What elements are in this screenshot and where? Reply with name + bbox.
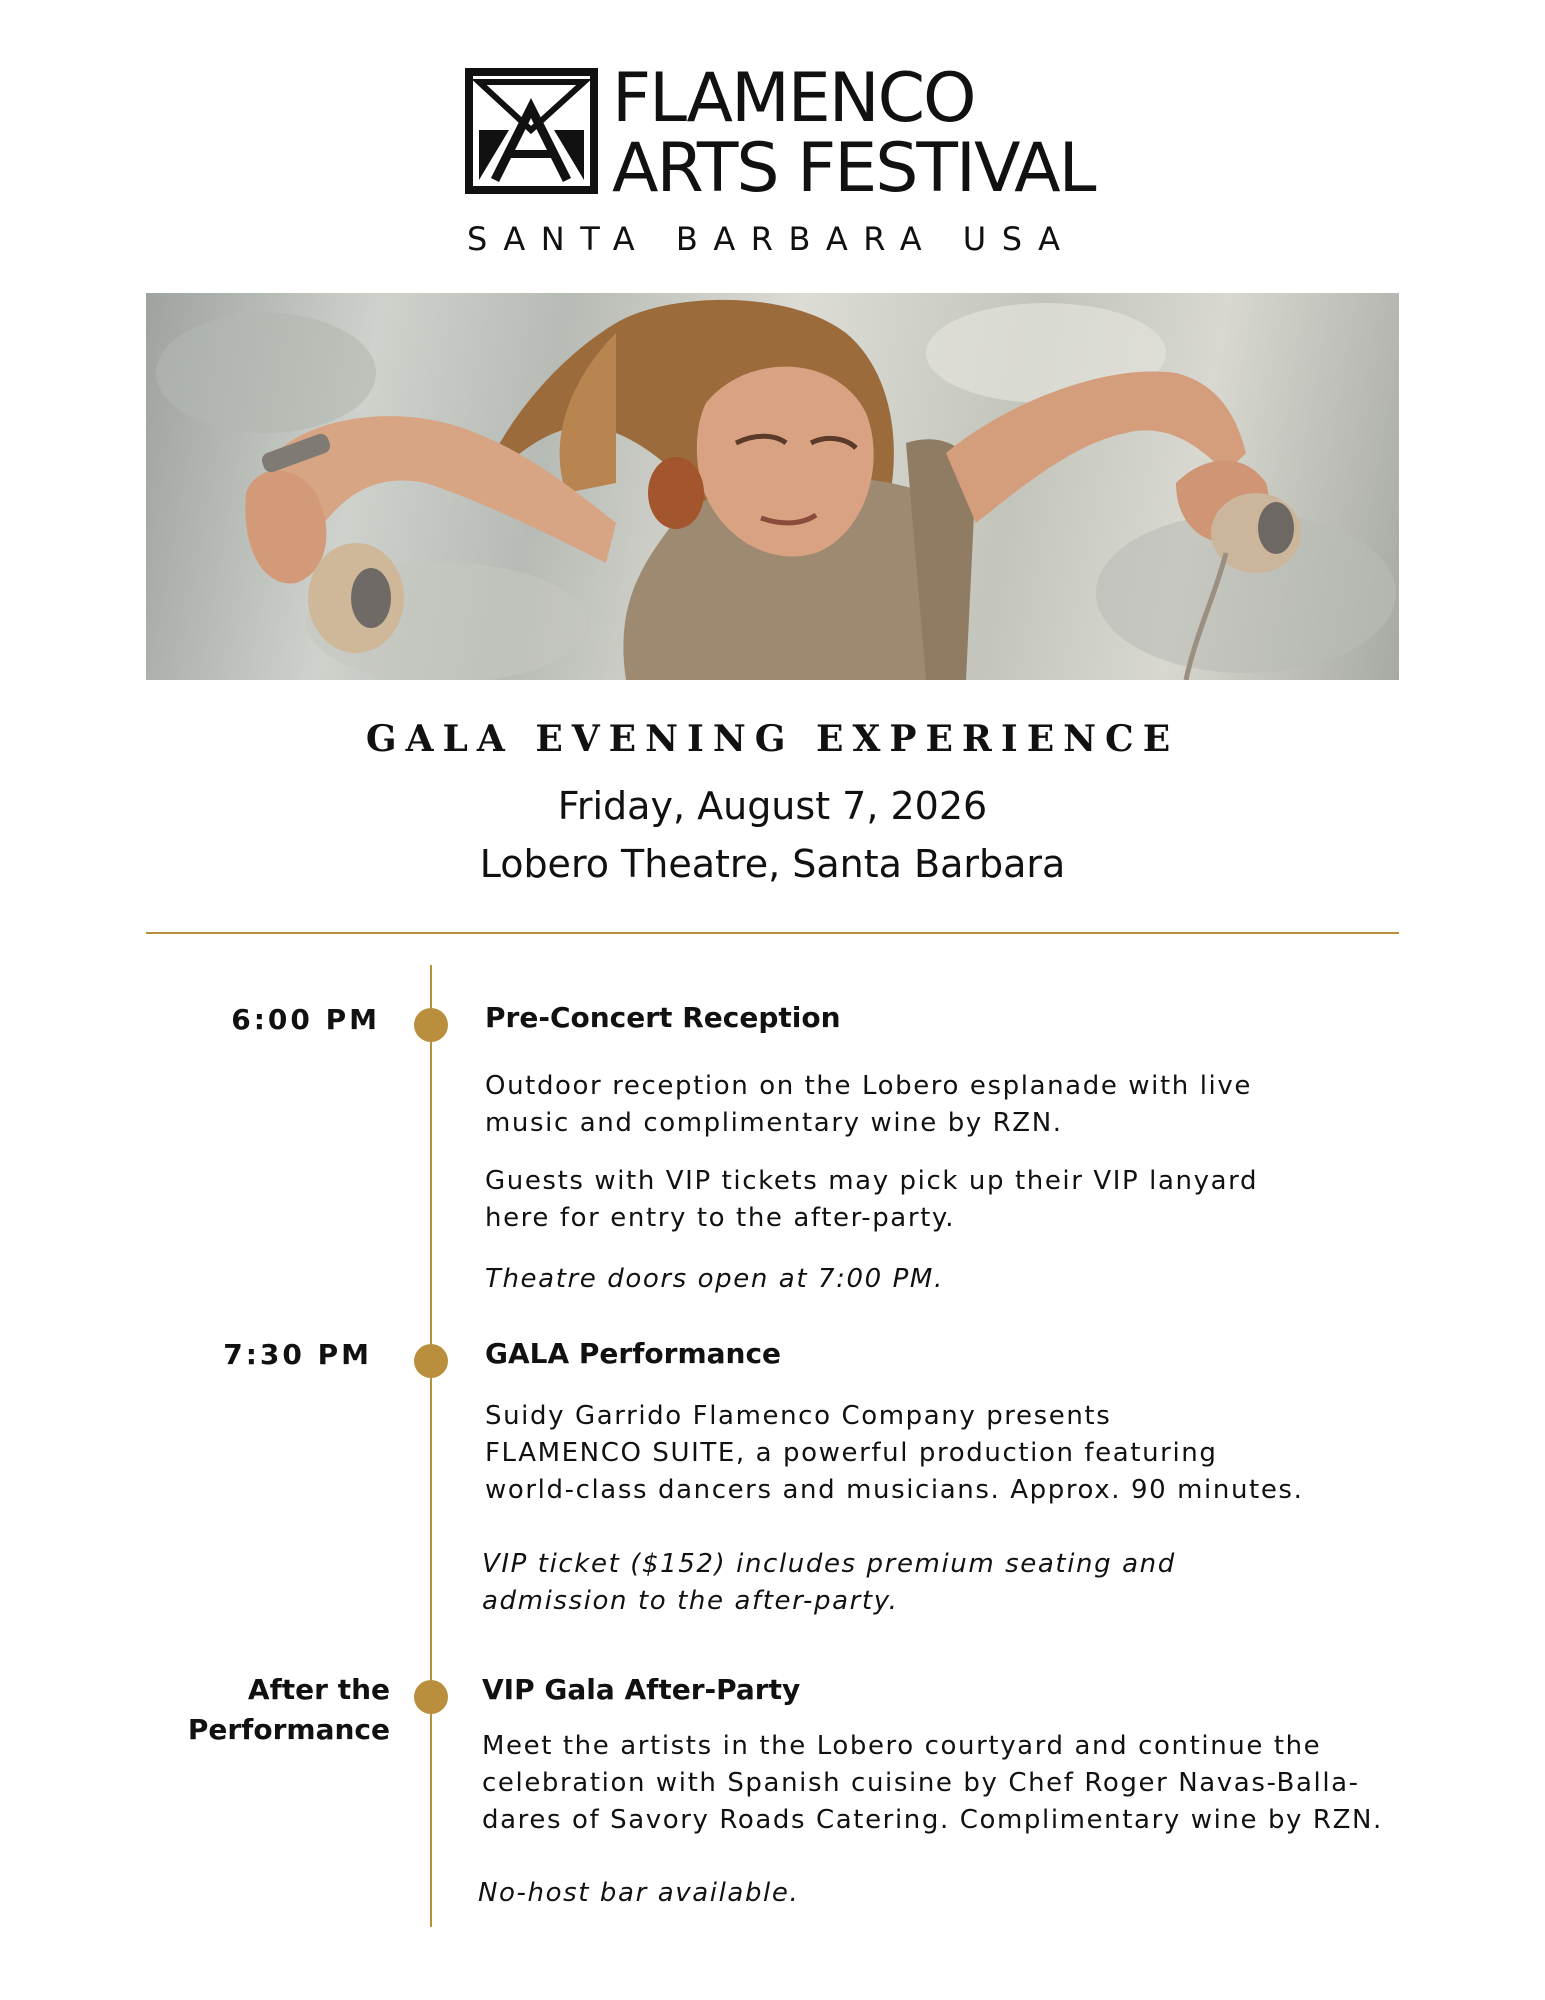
note-line: VIP ticket ($152) includes premium seating and [482, 1549, 1176, 1579]
schedule-time: 7:30 PM [223, 1338, 372, 1371]
description-line: music and complimentary wine by RZN. [485, 1108, 1063, 1138]
description-line: Guests with VIP tickets may pick up their VIP lanyard [485, 1166, 1259, 1196]
timeline-dot [414, 1344, 448, 1378]
description-line: Suidy Garrido Flamenco Company presents [485, 1401, 1112, 1431]
note-line: No-host bar available. [478, 1878, 800, 1908]
description-line: FLAMENCO SUITE, a powerful production featuring [485, 1438, 1218, 1468]
schedule-heading: GALA Performance [485, 1337, 782, 1370]
time-line: Performance [187, 1713, 390, 1746]
schedule-note [478, 1875, 799, 1912]
schedule-time: 6:00 PM [231, 1003, 380, 1036]
hero-photo [146, 293, 1399, 680]
schedule-heading: Pre-Concert Reception [485, 1001, 841, 1034]
schedule-description [485, 1163, 1258, 1237]
note-line: Theatre doors open at 7:00 PM. [485, 1264, 944, 1294]
logo-text-line2: ARTS FESTIVAL [612, 129, 1095, 208]
festival-logo [465, 59, 1095, 260]
description-line: here for entry to the after-party. [485, 1203, 956, 1233]
time-line: After the [247, 1673, 390, 1706]
schedule-note [485, 1261, 944, 1298]
logo-text-line1: FLAMENCO [612, 59, 975, 138]
note-line: admission to the after-party. [482, 1586, 899, 1616]
schedule-description [485, 1398, 1303, 1509]
description-line: Meet the artists in the Lobero courtyard and continue the [482, 1731, 1322, 1761]
description-line: Outdoor reception on the Lobero esplanade with live [485, 1071, 1252, 1101]
event-venue: Lobero Theatre, Santa Barbara [479, 842, 1066, 886]
hero-dancer-illustration [146, 293, 1399, 680]
schedule-description [482, 1728, 1383, 1839]
description-line: celebration with Spanish cuisine by Chef Roger Navas-Balla- [482, 1768, 1360, 1798]
schedule-description [485, 1068, 1252, 1142]
description-line: world-class dancers and musicians. Approx. 90 minutes. [485, 1475, 1304, 1505]
schedule-time [160, 1670, 390, 1750]
description-line: dares of Savory Roads Catering. Complimentary wine by RZN. [482, 1805, 1383, 1835]
logo-subtitle: SANTA BARBARA USA [467, 220, 1076, 258]
schedule-note [482, 1546, 1176, 1620]
festival-logo-mark-icon [465, 68, 598, 194]
timeline-dot [414, 1008, 448, 1042]
timeline-line [430, 965, 432, 1927]
schedule-heading: VIP Gala After-Party [482, 1673, 801, 1706]
timeline-dot [414, 1680, 448, 1714]
event-date: Friday, August 7, 2026 [557, 784, 988, 828]
event-title: GALA EVENING EXPERIENCE [365, 718, 1180, 760]
section-divider [146, 932, 1399, 934]
